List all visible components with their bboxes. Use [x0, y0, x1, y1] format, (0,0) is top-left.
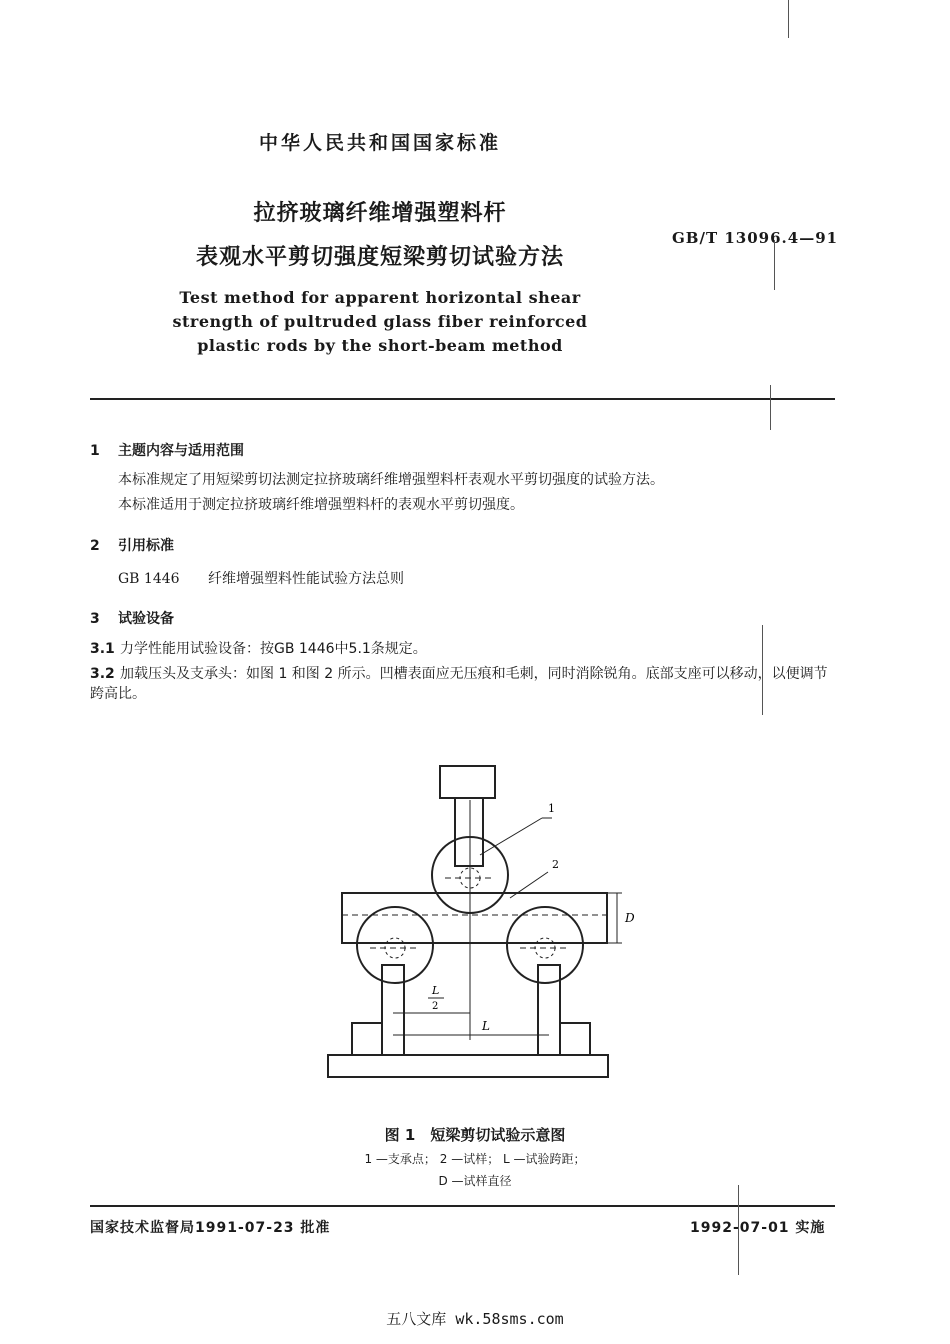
title-en-line1: Test method for apparent horizontal shear [179, 288, 581, 307]
section-3-heading [90, 608, 174, 628]
scan-mark [774, 240, 775, 290]
left-base-block [352, 1023, 382, 1055]
scan-mark [788, 0, 789, 38]
specimen-bar [342, 893, 607, 943]
standard-type-heading: 中华人民共和国国家标准 [258, 132, 501, 154]
section-3-title: 试验设备 [118, 611, 174, 627]
clause-3-2 [90, 664, 835, 704]
implementation-note: 1992-07-01 实施 [690, 1220, 826, 1236]
watermark-text: 五八文库 wk.58sms.com [386, 1310, 564, 1328]
scan-mark [762, 625, 763, 715]
figure-1-legend-line1: 1 —支承点； 2 —试样； L —试验跨距； [364, 1152, 586, 1166]
figure-label-L2-numerator: L [432, 984, 440, 997]
section-3-number: 3 [90, 611, 100, 627]
section-1-heading [90, 440, 244, 460]
standard-number: GB/T 13096.4—91 [672, 229, 839, 247]
section-2-title: 引用标准 [118, 538, 174, 554]
base-plate [328, 1055, 608, 1077]
right-base-block [560, 1023, 590, 1055]
scan-mark [738, 1185, 739, 1275]
title-cn-line1: 拉挤玻璃纤维增强塑料杆 [253, 201, 507, 226]
left-support-post [382, 965, 404, 1055]
reference-entry [118, 569, 404, 589]
loading-rod [455, 798, 483, 866]
figure-label-1: 1 [548, 802, 555, 815]
figure-label-D: D [625, 911, 635, 925]
reference-code: GB 1446 [118, 571, 180, 587]
figure-label-2: 2 [552, 858, 559, 871]
left-support-circle [357, 907, 433, 983]
title-cn-line2: 表观水平剪切强度短梁剪切试验方法 [195, 245, 564, 270]
section-1-paragraph-2: 本标准适用于测定拉挤玻璃纤维增强塑料杆的表观水平剪切强度。 [118, 497, 524, 513]
figure-1-diagram [320, 760, 635, 1120]
reference-title: 纤维增强塑料性能试验方法总则 [208, 571, 404, 587]
approval-note: 国家技术监督局1991-07-23 批准 [90, 1220, 331, 1236]
clause-3-1-number: 3.1 [90, 641, 115, 657]
clause-3-2-number: 3.2 [90, 666, 115, 682]
section-2-heading [90, 535, 174, 555]
figure-1-legend-line2: D —试样直径 [438, 1174, 512, 1188]
figure-label-L: L [482, 1019, 490, 1033]
section-1-number: 1 [90, 443, 100, 459]
title-en-line2: strength of pultruded glass fiber reinforced [172, 312, 588, 331]
clause-3-2-text: 加载压头及支承头：如图 1 和图 2 所示。凹槽表面应无压痕和毛刺，同时消除锐角。底部支座可以移动，以便调节跨高比。 [90, 666, 828, 702]
footer-divider [90, 1205, 835, 1207]
section-1-title: 主题内容与适用范围 [118, 443, 244, 459]
right-support-post [538, 965, 560, 1055]
title-en-line3: plastic rods by the short-beam method [197, 336, 563, 355]
section-1-paragraph-1: 本标准规定了用短梁剪切法测定拉挤玻璃纤维增强塑料杆表观水平剪切强度的试验方法。 [118, 472, 664, 488]
figure-1-caption: 图 1 短梁剪切试验示意图 [384, 1126, 566, 1144]
loading-head [440, 766, 495, 798]
header-divider [90, 398, 835, 400]
clause-3-1-text: 力学性能用试验设备：按GB 1446中5.1条规定。 [120, 641, 427, 657]
scan-mark [770, 385, 771, 430]
section-2-number: 2 [90, 538, 100, 554]
right-support-circle [507, 907, 583, 983]
clause-3-1 [90, 639, 427, 659]
figure-label-L2-denominator: 2 [432, 1001, 439, 1012]
